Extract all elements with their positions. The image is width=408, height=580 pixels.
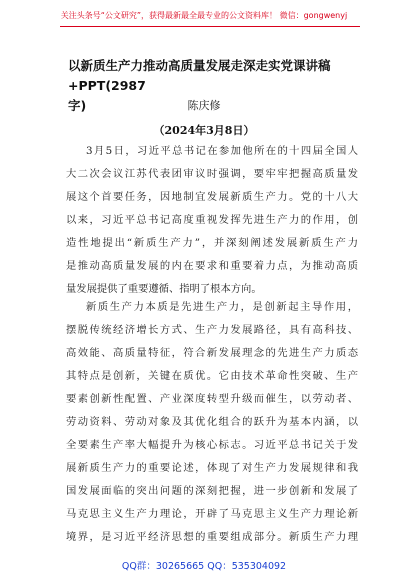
paragraph-2-line-7: 全要素生产率大幅提升为核心标志。习近平总书记关于发 (66, 439, 358, 451)
author-name: 陈庆修 (187, 99, 221, 112)
paragraph-2-line-9: 国发展面临的突出问题的深刻把握，进一步创新和发展了 (66, 485, 358, 497)
paragraph-1-line-4: 以来，习近平总书记高度重视发挥先进生产力的作用，创 (66, 214, 358, 226)
paragraph-2-line-11: 境界，是习近平经济思想的重要组成部分。新质生产力理 (66, 531, 358, 543)
banner-text: 关注头条号“公文研究”，获得最新最全最专业的公文资料库！ 微信：gongwenyj (60, 11, 348, 20)
paragraph-1-line-7: 量发展提供了重要遵循、指明了根本方向。 (66, 283, 262, 295)
title-line-2: 字) (68, 98, 87, 113)
paragraph-2-line-2: 摆脱传统经济增长方式、生产力发展路径，具有高科技、 (66, 324, 358, 336)
footer-contact: QQ群：30265665 QQ：535304092 (121, 561, 287, 572)
paragraph-1-line-1: 3月5日，习近平总书记在参加他所在的十四届全国人 (86, 145, 358, 157)
top-banner (0, 0, 408, 48)
paragraph-1-line-6: 是推动高质量发展的内在要求和重要着力点，为推动高质 (66, 260, 358, 272)
paragraph-1-line-3: 展这个首要任务，因地制宜发展新质生产力。党的十八大 (66, 191, 358, 203)
paragraph-2-line-6: 劳动资料、劳动对象及其优化组合的跃升为基本内涵，以 (66, 416, 358, 428)
banner-divider (60, 26, 360, 27)
paragraph-2-line-10: 马克思主义生产力理论，开辟了马克思主义生产力理论新 (66, 508, 358, 520)
paragraph-1-line-5: 造性地提出“新质生产力”，并深刻阐述发展新质生产力 (66, 237, 358, 249)
paragraph-2-line-1: 新质生产力本质是先进生产力，是创新起主导作用， (86, 301, 358, 313)
paragraph-1-line-2: 大二次会议江苏代表团审议时强调，要牢牢把握高质量发 (66, 168, 358, 180)
paragraph-2-line-5: 要素创新性配置、产业深度转型升级而催生，以劳动者、 (66, 393, 358, 405)
paragraph-2-line-3: 高效能、高质量特征，符合新发展理念的先进生产力质态 (66, 347, 358, 359)
paragraph-2-line-8: 展新质生产力的重要论述，体现了对生产力发展规律和我 (66, 462, 358, 474)
title-line-1: 以新质生产力推动高质量发展走深走实党课讲稿+PPT(2987 (68, 58, 331, 93)
document-date: （2024年3月8日） (153, 124, 255, 137)
paragraph-2-line-4: 其特点是创新，关键在质优。它由技术革命性突破、生产 (66, 370, 358, 382)
